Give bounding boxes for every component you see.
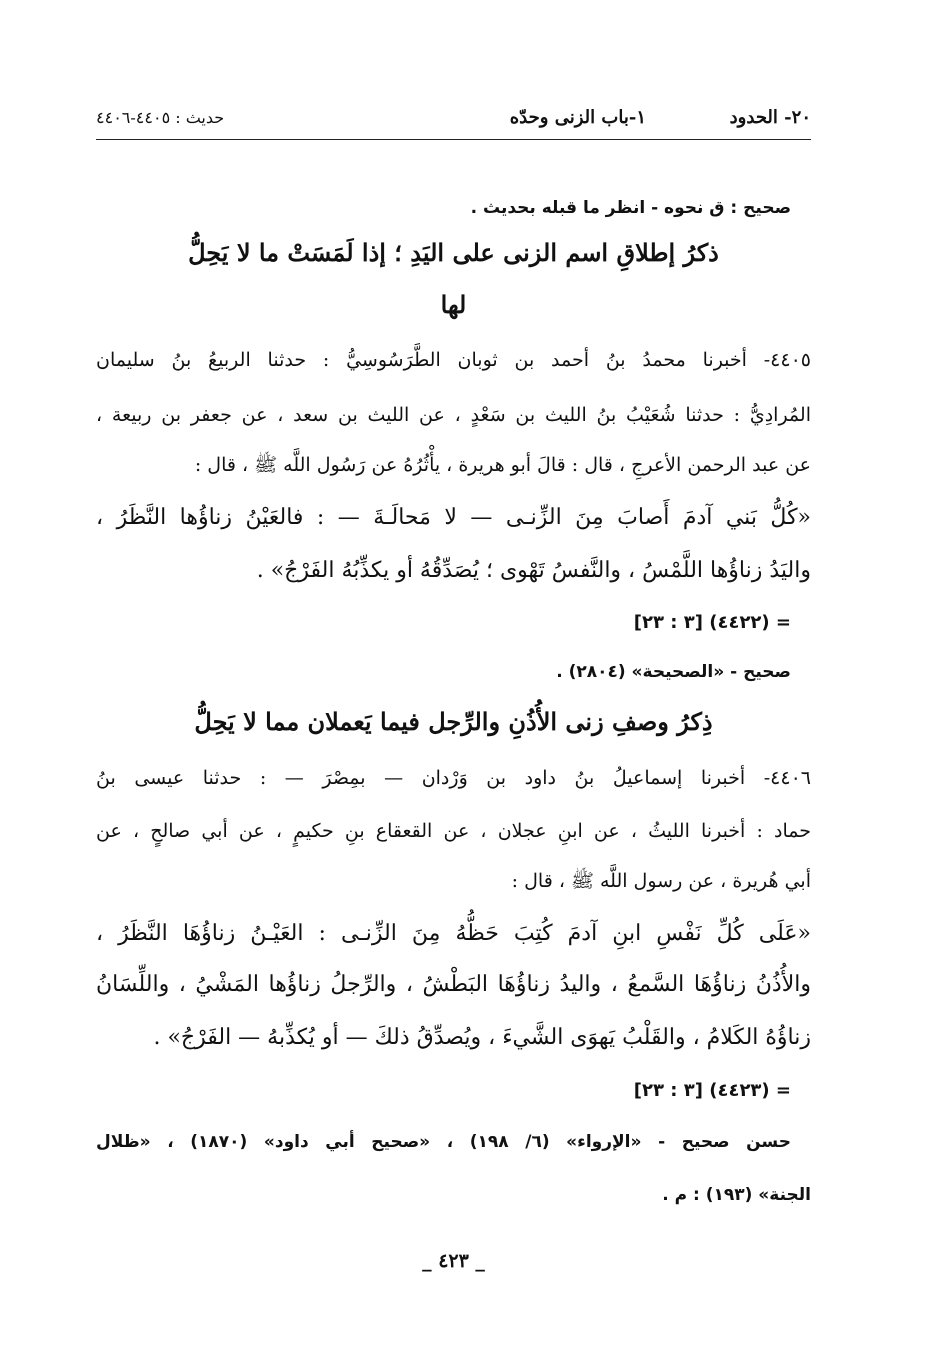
section-title: ١-باب الزنى وحدّه bbox=[509, 106, 646, 128]
hadith-4406-reference: = (٤٤٢٣) [٣ : ٢٣] bbox=[633, 1080, 791, 1101]
header-divider bbox=[96, 139, 811, 140]
previous-hadith-verdict: صحيح : ق نحوه - انظر ما قبله بحديث . bbox=[470, 198, 791, 218]
hadith-4405-verdict: صحيح - «الصحيحة» (٢٨٠٤) . bbox=[556, 662, 791, 682]
hadith-4406-isnad-line-3: أبي هُريرة ، عن رسول اللَّه ﷺ ، قال : bbox=[511, 870, 811, 892]
hadith-4406-text-line-2: والأُذُنُ زناؤُهَا السَّمعُ ، واليدُ زناؤُهَا البَطْشُ ، والرِّجلُ زناؤُها المَشْيُ ، واللِّسَانُ bbox=[96, 972, 811, 997]
hadith-4406-verdict-line-1: حسن صحيح - «الإرواء» (٦/ ١٩٨) ، «صحيح أبي داود» (١٨٧٠) ، «ظلال bbox=[96, 1132, 791, 1152]
hadith-4405-reference: = (٤٤٢٢) [٣ : ٢٣] bbox=[633, 612, 791, 633]
chapter-heading-1-line-1: ذكرُ إطلاقِ اسم الزنى على اليَدِ ؛ إذا لَمَسَتْ ما لا يَحِلُّ bbox=[188, 238, 719, 267]
page-number: _ ٤٢٣ _ bbox=[422, 1250, 485, 1272]
hadith-4405-isnad-line-2: المُرادِيُّ : حدثنا شُعَيْبُ بنُ الليث بن سَعْدٍ ، عن الليث بن سعد ، عن جعفر بن ربيعة ، bbox=[96, 404, 811, 426]
running-header bbox=[96, 100, 811, 134]
hadith-4405-isnad-line-1: ٤٤٠٥- أخبرنا محمدُ بنُ أحمد بن ثوبان الطَّرَسُوسِيُّ : حدثنا الربيعُ بنُ سليمان bbox=[96, 349, 811, 371]
hadith-4406-isnad-line-2: حماد : أخبرنا الليثُ ، عن ابنِ عجلان ، عن القعقاع بنِ حكيمٍ ، عن أبي صالحٍ ، عن bbox=[96, 820, 811, 842]
hadith-range: حديث : ٤٤٠٥-٤٤٠٦ bbox=[96, 107, 225, 127]
hadith-4405-text-line-1: «كُلُّ بَني آدمَ أَصابَ مِنَ الزِّنـى — لا مَحالَـةَ — : فالعَيْنُ زناؤُها النَّظَرُ ، bbox=[96, 505, 811, 530]
chapter-heading-1-line-2: لها bbox=[440, 290, 467, 319]
hadith-4405-text-line-2: واليَدُ زناؤُها اللَّمْسُ ، والنَّفسُ تَهْوى ؛ يُصَدِّقُهُ أو يكذِّبُهُ الفَرْجُ» . bbox=[256, 558, 811, 583]
hadith-4406-verdict-line-2: الجنة» (١٩٣) : م . bbox=[662, 1185, 811, 1205]
hadith-4406-isnad-line-1: ٤٤٠٦- أخبرنا إسماعيلُ بنُ داود بن وَرْدان — بمِصْرَ — : حدثنا عيسى بنُ bbox=[96, 767, 811, 789]
hadith-4406-text-line-3: زناؤُهُ الكَلامُ ، والقَلْبُ يَهوَى الشَّيءَ ، ويُصدِّقُ ذلكَ — أو يُكذِّبهُ — الفَرْجُ» . bbox=[153, 1025, 811, 1050]
chapter-title: ٢٠- الحدود bbox=[729, 106, 811, 128]
chapter-heading-2: ذِكرُ وصفِ زنى الأُذُنِ والرِّجل فيما يَعملان مما لا يَحِلُّ bbox=[194, 707, 713, 736]
hadith-4406-text-line-1: «عَلَى كُلِّ نَفْسِ ابنِ آدمَ كُتِبَ حَظُّهُ مِنَ الزِّنـى : العَيْـنُ زناؤُهَا النَّظَرُ ، bbox=[96, 921, 811, 946]
hadith-4405-isnad-line-3: عن عبد الرحمن الأعرجِ ، قال : قالَ أبو هريرة ، يأْثُرُهُ عن رَسُول اللَّه ﷺ ، قال : bbox=[194, 454, 811, 476]
